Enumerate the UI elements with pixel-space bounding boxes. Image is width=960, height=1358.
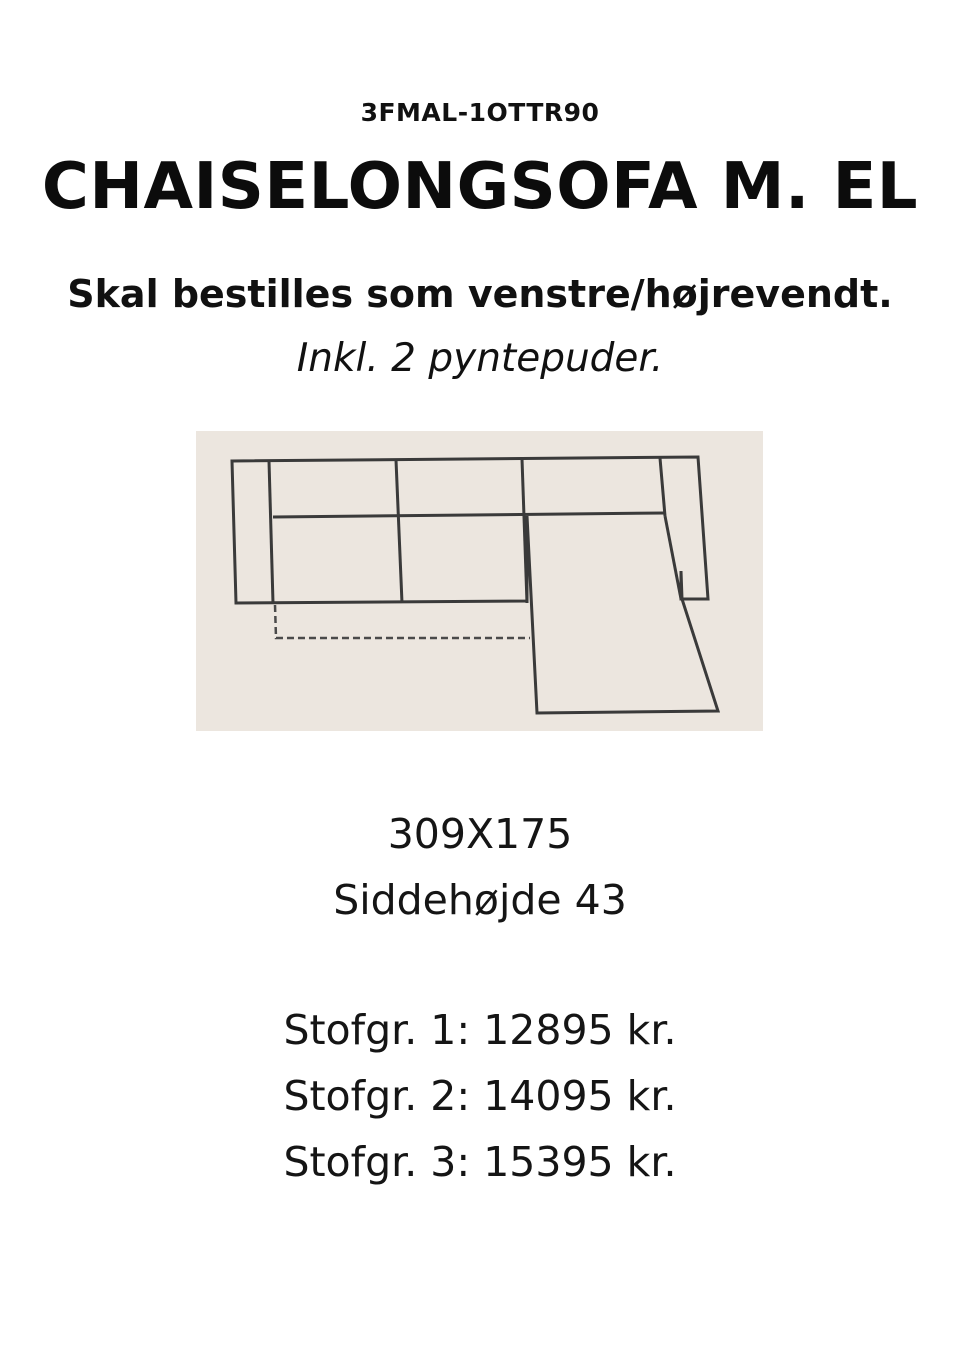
- seat-divider-1: [396, 460, 402, 603]
- price-fabric-group-1: Stofgr. 1: 12895 kr.: [283, 1006, 677, 1054]
- sofa-layout-diagram: [196, 431, 763, 731]
- left-armrest-line: [269, 461, 273, 603]
- product-code: 3FMAL-1OTTR90: [360, 98, 600, 127]
- right-armrest-inner: [665, 516, 681, 599]
- sofa-outline: [232, 457, 718, 713]
- dimensions: 309X175: [387, 810, 573, 858]
- back-cushion-line: [273, 513, 665, 517]
- order-note: Skal bestilles som venstre/højrevendt.: [67, 272, 893, 316]
- product-title: CHAISELONGSOFA M. EL: [41, 150, 919, 224]
- pull-out-bed-outline: [275, 605, 530, 638]
- included-note: Inkl. 2 pyntepuder.: [296, 336, 664, 381]
- sofa-layout-drawing: [196, 431, 763, 731]
- chaise-divider: [660, 458, 665, 516]
- seat-height: Siddehøjde 43: [333, 876, 627, 924]
- price-fabric-group-2: Stofgr. 2: 14095 kr.: [283, 1072, 677, 1120]
- price-fabric-group-3: Stofgr. 3: 15395 kr.: [283, 1138, 677, 1186]
